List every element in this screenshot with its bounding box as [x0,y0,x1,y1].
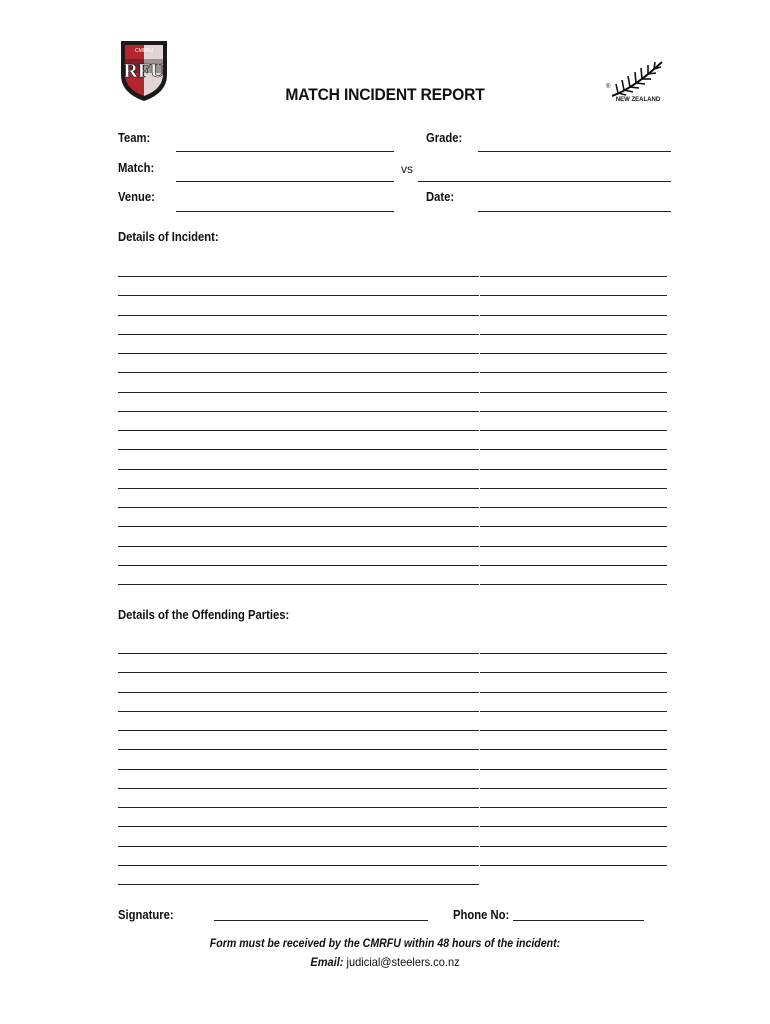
ruled-line[interactable] [480,846,667,847]
ruled-line[interactable] [480,334,667,335]
ruled-line[interactable] [118,692,479,693]
ruled-line[interactable] [118,392,479,393]
ruled-line[interactable] [480,672,667,673]
ruled-line[interactable] [480,488,667,489]
ruled-line[interactable] [480,546,667,547]
ruled-line[interactable] [480,692,667,693]
ruled-line[interactable] [118,353,479,354]
ruled-line[interactable] [118,788,479,789]
ruled-line[interactable] [118,711,479,712]
ruled-line[interactable] [480,353,667,354]
ruled-line[interactable] [118,672,479,673]
ruled-line[interactable] [480,469,667,470]
ruled-line[interactable] [118,730,479,731]
page-title: MATCH INCIDENT REPORT [285,85,485,104]
ruled-line[interactable] [480,730,667,731]
ruled-line[interactable] [118,865,479,866]
ruled-line[interactable] [118,315,479,316]
team-field[interactable] [176,151,394,152]
date-field[interactable] [478,211,671,212]
incident-section-label: Details of Incident: [118,230,219,244]
match-team2-field[interactable] [418,181,671,182]
ruled-line[interactable] [480,449,667,450]
phone-label: Phone No: [453,908,510,922]
ruled-line[interactable] [118,546,479,547]
email-line [31,955,739,969]
ruled-line[interactable] [118,469,479,470]
vs-label: vs [401,162,413,176]
ruled-line[interactable] [480,315,667,316]
match-label: Match: [118,161,155,175]
ruled-line[interactable] [118,769,479,770]
ruled-line[interactable] [480,584,667,585]
ruled-line[interactable] [480,711,667,712]
date-label: Date: [426,190,455,204]
ruled-line[interactable] [480,276,667,277]
submission-notice: Form must be received by the CMRFU within 48 hours of the incident: [209,938,561,950]
ruled-line[interactable] [118,807,479,808]
ruled-line[interactable] [118,749,479,750]
team-label: Team: [118,131,151,145]
ruled-line[interactable] [480,565,667,566]
ruled-line[interactable] [118,653,479,654]
svg-text:RFU: RFU [123,60,165,82]
ruled-line[interactable] [118,449,479,450]
ruled-line[interactable] [118,488,479,489]
ruled-line[interactable] [480,372,667,373]
offending-section-label: Details of the Offending Parties: [118,608,290,622]
signature-label: Signature: [118,908,174,922]
ruled-line[interactable] [118,430,479,431]
phone-field[interactable] [513,920,644,921]
ruled-line[interactable] [118,526,479,527]
right-logo-text: NEW ZEALAND [615,97,661,102]
ruled-line[interactable] [118,507,479,508]
ruled-line[interactable] [480,769,667,770]
ruled-line[interactable] [118,372,479,373]
ruled-line[interactable] [480,807,667,808]
ruled-line[interactable] [480,653,667,654]
svg-text:CMRFU: CMRFU [134,48,154,54]
venue-label: Venue: [118,190,155,204]
ruled-line[interactable] [480,295,667,296]
ruled-line[interactable] [480,749,667,750]
svg-text:®: ® [606,84,611,90]
ruled-line[interactable] [118,411,479,412]
ruled-line[interactable] [118,334,479,335]
ruled-line[interactable] [480,392,667,393]
ruled-line[interactable] [480,526,667,527]
ruled-line[interactable] [118,826,479,827]
venue-field[interactable] [176,211,394,212]
grade-label: Grade: [426,131,463,145]
ruled-line[interactable] [480,507,667,508]
ruled-line[interactable] [118,884,479,885]
match-team1-field[interactable] [176,181,394,182]
ruled-line[interactable] [118,295,479,296]
ruled-line[interactable] [480,788,667,789]
email-link[interactable]: judicial@steelers.co.nz [346,955,460,969]
ruled-line[interactable] [118,276,479,277]
grade-field[interactable] [478,151,671,152]
ruled-line[interactable] [118,565,479,566]
ruled-line[interactable] [118,846,479,847]
email-label: Email: [310,955,344,969]
ruled-line[interactable] [118,584,479,585]
signature-field[interactable] [214,920,428,921]
ruled-line[interactable] [480,865,667,866]
ruled-line[interactable] [480,430,667,431]
ruled-line[interactable] [480,826,667,827]
ruled-line[interactable] [480,411,667,412]
